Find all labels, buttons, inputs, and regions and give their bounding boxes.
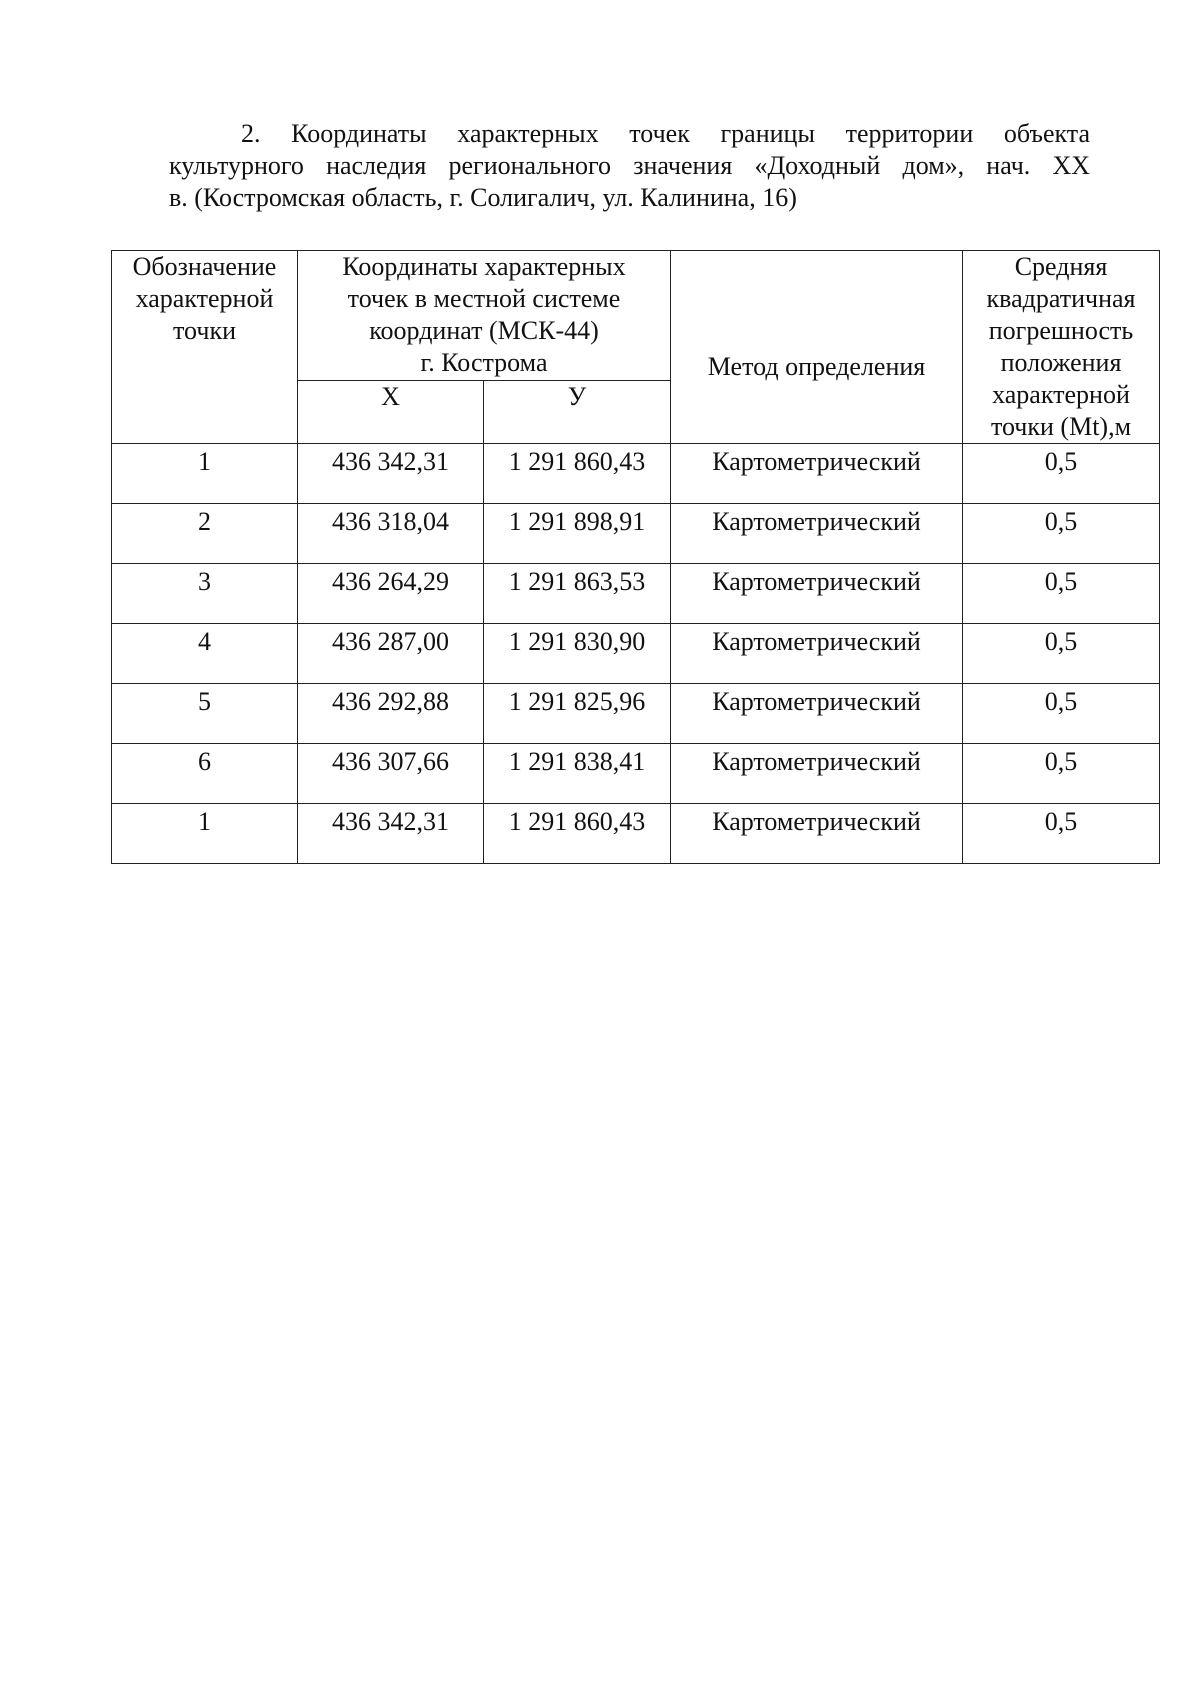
cell-y: 1 291 830,90 <box>484 624 671 684</box>
cell-point: 2 <box>112 504 298 564</box>
header-point-line: характерной <box>135 284 274 313</box>
cell-error: 0,5 <box>963 744 1160 804</box>
table-row <box>112 684 1160 744</box>
header-coords-line: г. Кострома <box>420 348 548 377</box>
cell-error: 0,5 <box>963 804 1160 864</box>
cell-point: 1 <box>112 804 298 864</box>
header-coordinates <box>298 251 671 381</box>
cell-method: Картометрический <box>671 624 963 684</box>
cell-method: Картометрический <box>671 804 963 864</box>
cell-error: 0,5 <box>963 624 1160 684</box>
header-error-line: точки (Mt),м <box>990 412 1132 441</box>
cell-x: 436 342,31 <box>298 444 484 504</box>
cell-y: 1 291 860,43 <box>484 804 671 864</box>
cell-method: Картометрический <box>671 444 963 504</box>
cell-y: 1 291 860,43 <box>484 444 671 504</box>
header-y: У <box>484 380 671 443</box>
cell-error: 0,5 <box>963 564 1160 624</box>
header-error-line: характерной <box>992 380 1130 409</box>
cell-method: Картометрический <box>671 684 963 744</box>
header-point-line: точки <box>173 316 236 345</box>
header-x: Х <box>298 380 484 443</box>
table-body <box>112 444 1160 864</box>
header-coords-line: координат (МСК-44) <box>369 316 599 345</box>
cell-x: 436 264,29 <box>298 564 484 624</box>
header-error-line: положения <box>1000 348 1122 377</box>
cell-point: 3 <box>112 564 298 624</box>
header-coords-line: точек в местной системе <box>347 284 621 313</box>
cell-y: 1 291 838,41 <box>484 744 671 804</box>
header-mean-square-error <box>963 251 1160 444</box>
table-header <box>112 251 1160 444</box>
heading-line-3: в. (Костромская область, г. Солигалич, ул. Калинина, 16) <box>169 183 797 212</box>
cell-y: 1 291 863,53 <box>484 564 671 624</box>
cell-x: 436 287,00 <box>298 624 484 684</box>
cell-point: 1 <box>112 444 298 504</box>
header-point-line: Обозначение <box>132 252 277 281</box>
cell-point: 6 <box>112 744 298 804</box>
cell-y: 1 291 898,91 <box>484 504 671 564</box>
table-row <box>112 564 1160 624</box>
table-row <box>112 504 1160 564</box>
cell-y: 1 291 825,96 <box>484 684 671 744</box>
cell-x: 436 307,66 <box>298 744 484 804</box>
cell-x: 436 292,88 <box>298 684 484 744</box>
table-row <box>112 624 1160 684</box>
cell-error: 0,5 <box>963 504 1160 564</box>
cell-method: Картометрический <box>671 744 963 804</box>
table-row <box>112 444 1160 504</box>
header-coords-line: Координаты характерных <box>342 252 626 281</box>
heading-line-2: культурного наследия регионального значения «Доходный дом», нач. XX <box>169 151 1090 180</box>
cell-method: Картометрический <box>671 504 963 564</box>
table-row <box>112 744 1160 804</box>
section-heading <box>169 118 1090 214</box>
header-point-designation <box>112 251 298 444</box>
header-error-line: погрешность <box>988 316 1134 345</box>
header-method: Метод определения <box>671 251 963 444</box>
cell-error: 0,5 <box>963 444 1160 504</box>
table-row <box>112 804 1160 864</box>
cell-x: 436 318,04 <box>298 504 484 564</box>
coordinates-table <box>111 250 1160 864</box>
heading-line-1: 2. Координаты характерных точек границы территории объекта <box>241 119 1090 148</box>
header-error-line: квадратичная <box>986 284 1136 313</box>
header-error-line: Средняя <box>1014 252 1108 281</box>
cell-x: 436 342,31 <box>298 804 484 864</box>
cell-point: 5 <box>112 684 298 744</box>
cell-error: 0,5 <box>963 684 1160 744</box>
cell-method: Картометрический <box>671 564 963 624</box>
cell-point: 4 <box>112 624 298 684</box>
